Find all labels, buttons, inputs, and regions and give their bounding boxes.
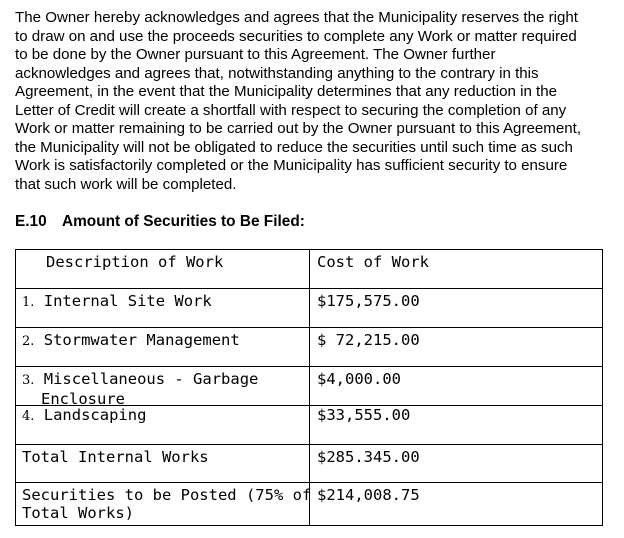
description-cell (16, 445, 310, 483)
header-cell (310, 250, 603, 289)
paragraph-line: to be done by the Owner pursuant to this Agreement. The Owner further (15, 46, 496, 63)
paragraph-line: the Municipality will not be obligated to reduce the securities until such time as such (15, 138, 573, 156)
description-cell (16, 483, 310, 526)
row-description: Internal Site Work (43, 292, 212, 310)
row-description: Total Internal Works (22, 448, 209, 466)
row-description: Landscaping (43, 406, 147, 424)
row-cost: $285.345.00 (317, 448, 420, 466)
agreement-paragraph (15, 9, 615, 194)
paragraph-line: Letter of Credit will create a shortfall with respect to securing the completion of any (15, 101, 567, 119)
table-row (16, 289, 603, 328)
header-cost: Cost of Work (317, 253, 429, 271)
paragraph-line: that such work will be completed. (15, 175, 237, 193)
paragraph-line: to draw on and use the proceeds securities to complete any Work or matter required (15, 27, 577, 45)
cost-cell (310, 406, 603, 445)
row-cost: $4,000.00 (317, 370, 401, 388)
description-cell (16, 367, 310, 406)
cost-cell (310, 367, 603, 406)
paragraph-line: acknowledges and agrees that, notwithstanding anything to the contrary in this (15, 64, 539, 82)
cost-cell (310, 445, 603, 483)
table-row (16, 483, 603, 526)
table-row (16, 445, 603, 483)
description-cell (16, 289, 310, 328)
description-cell (16, 328, 310, 367)
table-row (16, 406, 603, 445)
cost-cell (310, 328, 603, 367)
paragraph-line: Work is satisfactorily completed or the Municipality has sufficient security to ensure (15, 157, 568, 174)
securities-table (15, 249, 603, 526)
cost-cell (310, 483, 603, 526)
row-index: 2. (22, 334, 35, 349)
paragraph-line: Agreement, in the event that the Municipality determines that any reduction in the (15, 83, 558, 100)
row-cost: $175,575.00 (317, 292, 420, 310)
row-description-cont: Total Works) (22, 504, 134, 522)
row-description: Stormwater Management (43, 331, 240, 349)
row-index: 4. (22, 409, 35, 424)
row-description: Securities to be Posted (75% of (22, 486, 312, 504)
section-number: E.10 (15, 213, 47, 230)
section-title: Amount of Securities to Be Filed: (62, 213, 305, 230)
row-cost: $33,555.00 (317, 406, 411, 424)
description-cell (16, 406, 310, 445)
paragraph-line: Work or matter remaining to be carried out by the Owner pursuant to this Agreement, (15, 120, 582, 137)
row-index: 1. (22, 295, 35, 310)
table-header-row (16, 250, 603, 289)
paragraph-line: The Owner hereby acknowledges and agrees that the Municipality reserves the right (15, 9, 578, 26)
row-cost: $ 72,215.00 (317, 331, 420, 349)
row-index: 3. (22, 373, 35, 388)
row-description-cont: Enclosure (41, 390, 125, 408)
row-cost: $214,008.75 (317, 486, 420, 504)
header-description: Description of Work (46, 253, 224, 271)
row-description: Miscellaneous - Garbage (43, 370, 259, 388)
header-cell (16, 250, 310, 289)
table-row (16, 328, 603, 367)
section-heading (15, 213, 305, 231)
cost-cell (310, 289, 603, 328)
table-row (16, 367, 603, 406)
